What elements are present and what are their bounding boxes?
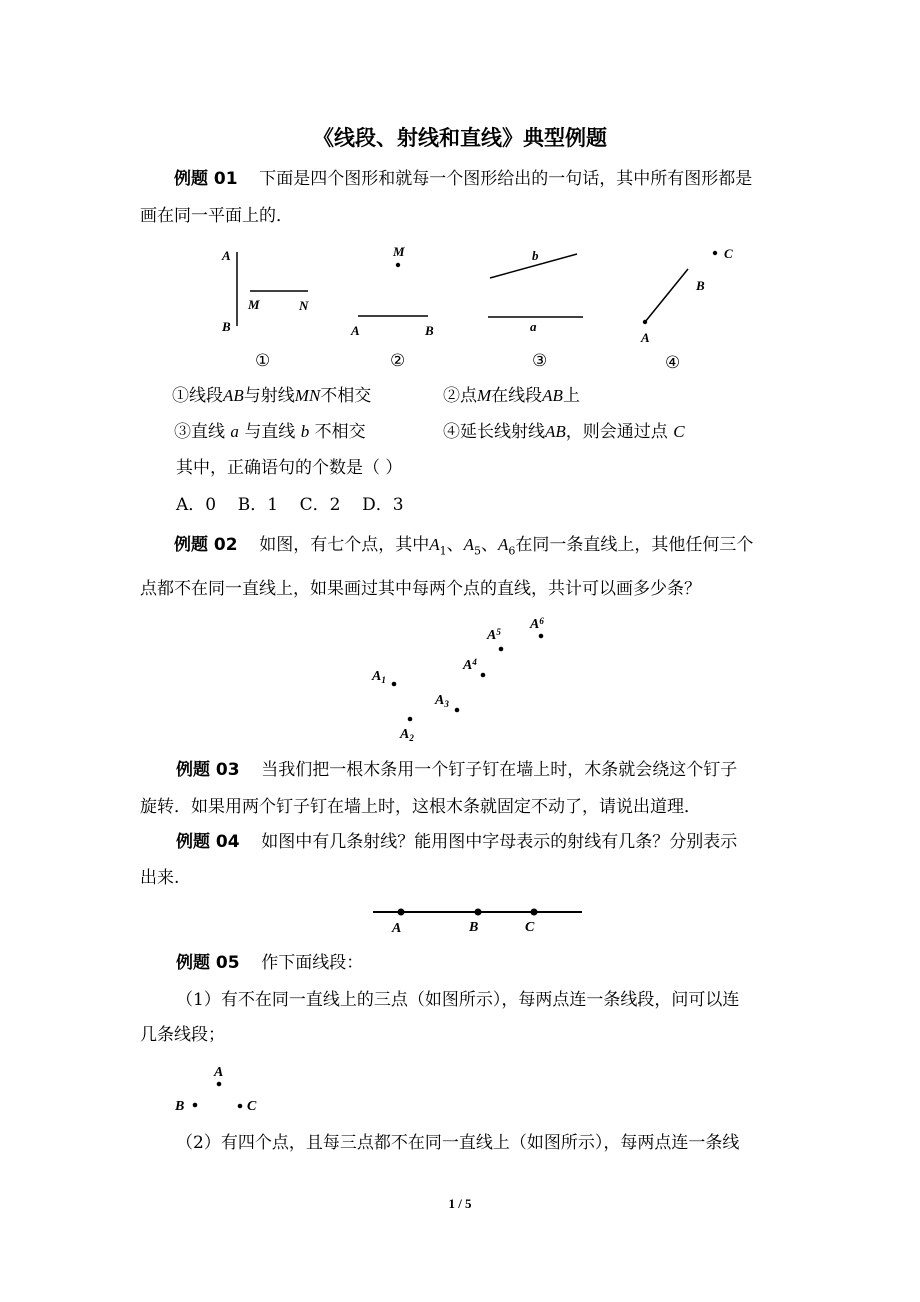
fig4-point-c: [713, 251, 717, 255]
ex02-line1: 例题 02 如图，有七个点，其中$A_1$、$A_5$、$A_6$在同一条直线上，其他任何三个: [174, 535, 754, 558]
ex04-point-a: [398, 909, 405, 916]
point-a1: [392, 682, 397, 687]
fig2-label-b: B: [425, 323, 434, 338]
page-title: 《线段、射线和直线》典型例题: [313, 126, 607, 150]
ex04-label-b: B: [469, 920, 479, 935]
ex05-q1b: 几条线段；: [140, 1025, 225, 1045]
ex04-point-b: [475, 909, 482, 916]
fig1-label-m: M: [248, 297, 260, 312]
label-a6: $A^6$: [530, 616, 544, 632]
ex01-statement-3: ③直线 a 与直线 b 不相交: [174, 422, 366, 442]
ex05-figure: [170, 1058, 280, 1118]
label-a5: $A^5$: [487, 627, 501, 643]
fig4-label-a: A: [641, 330, 650, 345]
ex01-text1: 下面是四个图形和就每一个图形给出的一句话，其中所有图形都是: [259, 169, 753, 189]
fig4-ray-ab: [645, 269, 688, 322]
ex01-figures: [210, 238, 750, 373]
ex01-label: 例题 01: [174, 169, 238, 189]
fig2-point-m: [396, 263, 400, 267]
point-a3: [455, 708, 460, 713]
ex03-text2: 旋转．如果用两个钉子钉在墙上时，这根木条就固定不动了，请说出道理．: [140, 797, 701, 817]
point-a4: [481, 673, 486, 678]
point-a5: [499, 647, 504, 652]
ex01-line1: [174, 168, 752, 190]
fig3-label-b: b: [532, 248, 539, 263]
ex04-label-a: A: [392, 921, 402, 936]
point-a2: [408, 717, 413, 722]
fig2-label-a: A: [351, 323, 360, 338]
fig2-number: ②: [390, 351, 406, 370]
ex05-point-a: [217, 1082, 222, 1087]
ex05-line1: 例题 05 作下面线段：: [176, 953, 364, 973]
ex01-question: 其中，正确语句的个数是（ ）: [176, 458, 403, 478]
ex03-line1: 例题 03 当我们把一根木条用一个钉子钉在墙上时，木条就会绕这个钉子: [176, 760, 738, 780]
fig4-label-b: B: [696, 278, 705, 293]
ex02-text2: 点都不在同一直线上，如果画过其中每两个点的直线，共计可以画多少条？: [140, 579, 701, 599]
ex05-point-b: [193, 1103, 198, 1108]
ex04-point-c: [531, 909, 538, 916]
label-a2: $A_2$: [400, 727, 414, 743]
ex05-label-a: A: [214, 1065, 224, 1080]
ex01-statement-2: ②点M在线段AB上: [443, 386, 580, 406]
ex01-options: A．0 B．1 C．2 D．3: [176, 495, 404, 515]
label-a4: $A^4$: [463, 657, 477, 673]
fig2-label-m: M: [393, 244, 405, 259]
ex01-statement-1: ①线段AB与射线MN不相交: [172, 386, 372, 406]
ex04-label-c: C: [525, 920, 535, 935]
ex01-statement-4: ④延长线射线AB，则会通过点 C: [443, 422, 685, 442]
ex05-q2a: （2）有四个点，且每三点都不在同一直线上（如图所示），每两点连一条线: [176, 1133, 740, 1153]
ex05-label-b: B: [175, 1099, 185, 1114]
ex04-text2: 出来.: [140, 868, 180, 888]
ex01-text2: 画在同一平面上的．: [140, 206, 293, 226]
ex02-figure: [365, 612, 585, 747]
fig1-label-b: B: [222, 319, 231, 334]
fig4-label-c: C: [724, 246, 733, 261]
ex04-figure: [370, 900, 590, 940]
page-number: 1 / 5: [448, 1196, 472, 1211]
ex04-line1: 例题 04 如图中有几条射线？能用图中字母表示的射线有几条？分别表示: [176, 832, 738, 852]
fig4-point-a: [643, 320, 647, 324]
label-a3: $A_3$: [435, 693, 449, 709]
ex05-point-c: [238, 1104, 243, 1109]
fig3-number: ③: [532, 351, 548, 370]
ex05-q1a: （1）有不在同一直线上的三点（如图所示），每两点连一条线段，问可以连: [176, 990, 740, 1010]
label-a1: $A_1$: [372, 669, 386, 685]
ex05-label-c: C: [247, 1099, 257, 1114]
fig1-number: ①: [255, 351, 271, 370]
fig4-number: ④: [665, 353, 681, 372]
fig1-label-a: A: [222, 248, 231, 263]
point-a6: [539, 634, 544, 639]
fig1-label-n: N: [299, 298, 309, 313]
fig3-label-a: a: [530, 319, 537, 334]
